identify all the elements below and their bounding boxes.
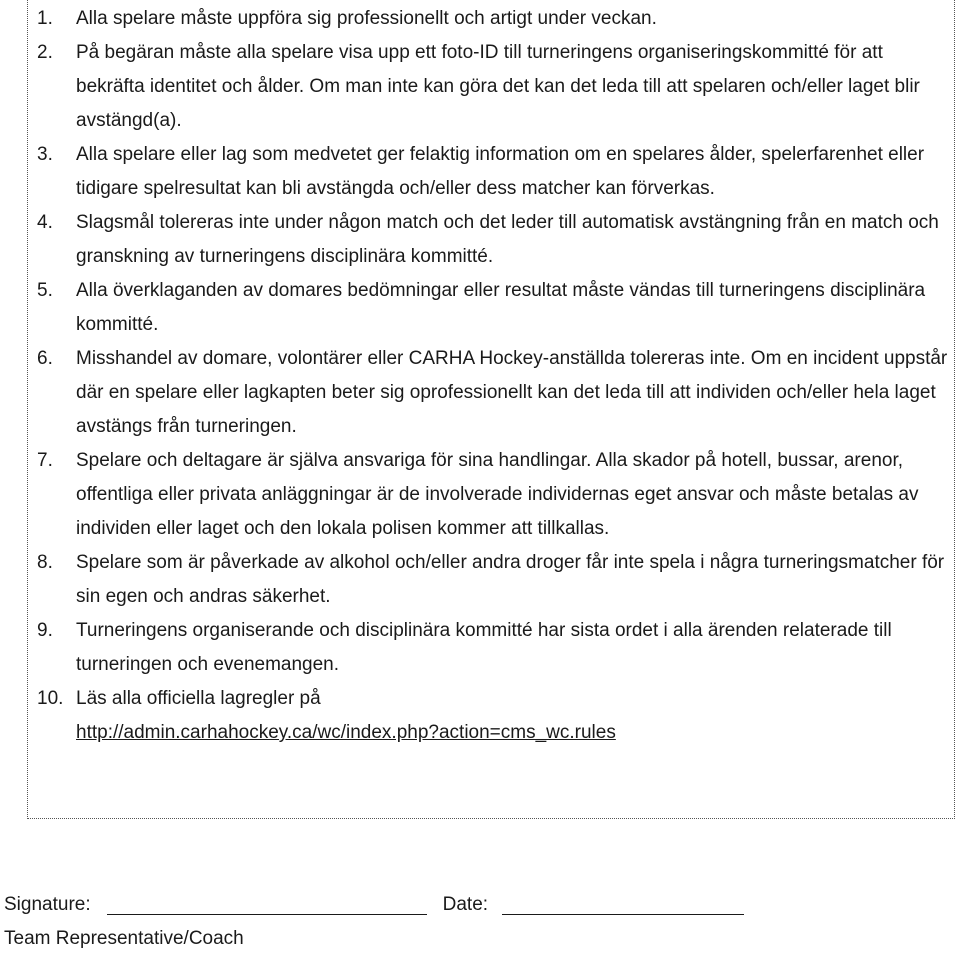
date-label: Date: [442,894,489,915]
rule-text: Misshandel av domare, volontärer eller CARHA Hockey-anställda tolereras inte. Om en incident uppstår där en spelare eller lagkapten beter sig oprofessionellt kan det leda till att individen och/eller hela laget avstängs från turneringen. [76,348,948,437]
rule-item [28,546,956,614]
rule-text: Alla spelare eller lag som medvetet ger felaktig information om en spelares ålder, spelerfarenhet eller tidigare spelresultat kan bli avstängda och/eller dess matcher kan förverkas. [76,144,925,199]
rule-text: Spelare som är påverkade av alkohol och/eller andra droger får inte spela i några turneringsmatcher för sin egen och andras säkerhet. [76,552,945,607]
rule-number: 4. [37,212,53,233]
rule-text: På begäran måste alla spelare visa upp ett foto-ID till turneringens organiseringskommitté för att bekräfta identitet och ålder. Om man inte kan göra det kan det leda till att spelaren och/eller laget blir avstängd(a). [76,42,920,131]
signature-label: Signature: [4,894,91,915]
rules-link-line [76,716,950,750]
rule-item [28,138,956,206]
rule-text: Alla spelare måste uppföra sig professionellt och artigt under veckan. [76,8,657,29]
rule-text: Spelare och deltagare är själva ansvariga för sina handlingar. Alla skador på hotell, bussar, arenor, offentliga eller privata anläggningar är de involverade individernas eget ansvar och måste betalas av individen eller laget och den lokala polisen kommer att tillkallas. [76,450,919,539]
rule-number: 9. [37,620,53,641]
rule-item [28,274,956,342]
rule-item [28,206,956,274]
rule-number: 8. [37,552,53,573]
rule-number: 7. [37,450,53,471]
rule-text: Läs alla officiella lagregler på [76,688,321,709]
rules-link[interactable]: http://admin.carhahockey.ca/wc/index.php?action=cms_wc.rules [76,722,616,743]
rule-text: Turneringens organiserande och disciplinära kommitté har sista ordet i alla ärenden relaterade till turneringen och evenemangen. [76,620,892,675]
date-field[interactable] [502,892,744,915]
rule-item [28,444,956,546]
rule-item [28,36,956,138]
signature-row [4,890,744,920]
rule-item [28,614,956,682]
rule-number: 3. [37,144,53,165]
team-representative-label: Team Representative/Coach [4,928,244,949]
rule-number: 5. [37,280,53,301]
rule-item [28,2,956,36]
rules-list [28,2,956,750]
rule-number: 2. [37,42,53,63]
signature-field[interactable] [107,892,427,915]
rule-text: Alla överklaganden av domares bedömningar eller resultat måste vändas till turneringens disciplinära kommitté. [76,280,926,335]
rule-number: 6. [37,348,53,369]
rule-number: 10. [37,688,64,709]
rules-box [27,0,955,819]
rule-text: Slagsmål tolereras inte under någon match och det leder till automatisk avstängning från en match och granskning av turneringens disciplinära kommitté. [76,212,939,267]
rule-number: 1. [37,8,53,29]
rule-item [28,682,956,750]
rule-item [28,342,956,444]
